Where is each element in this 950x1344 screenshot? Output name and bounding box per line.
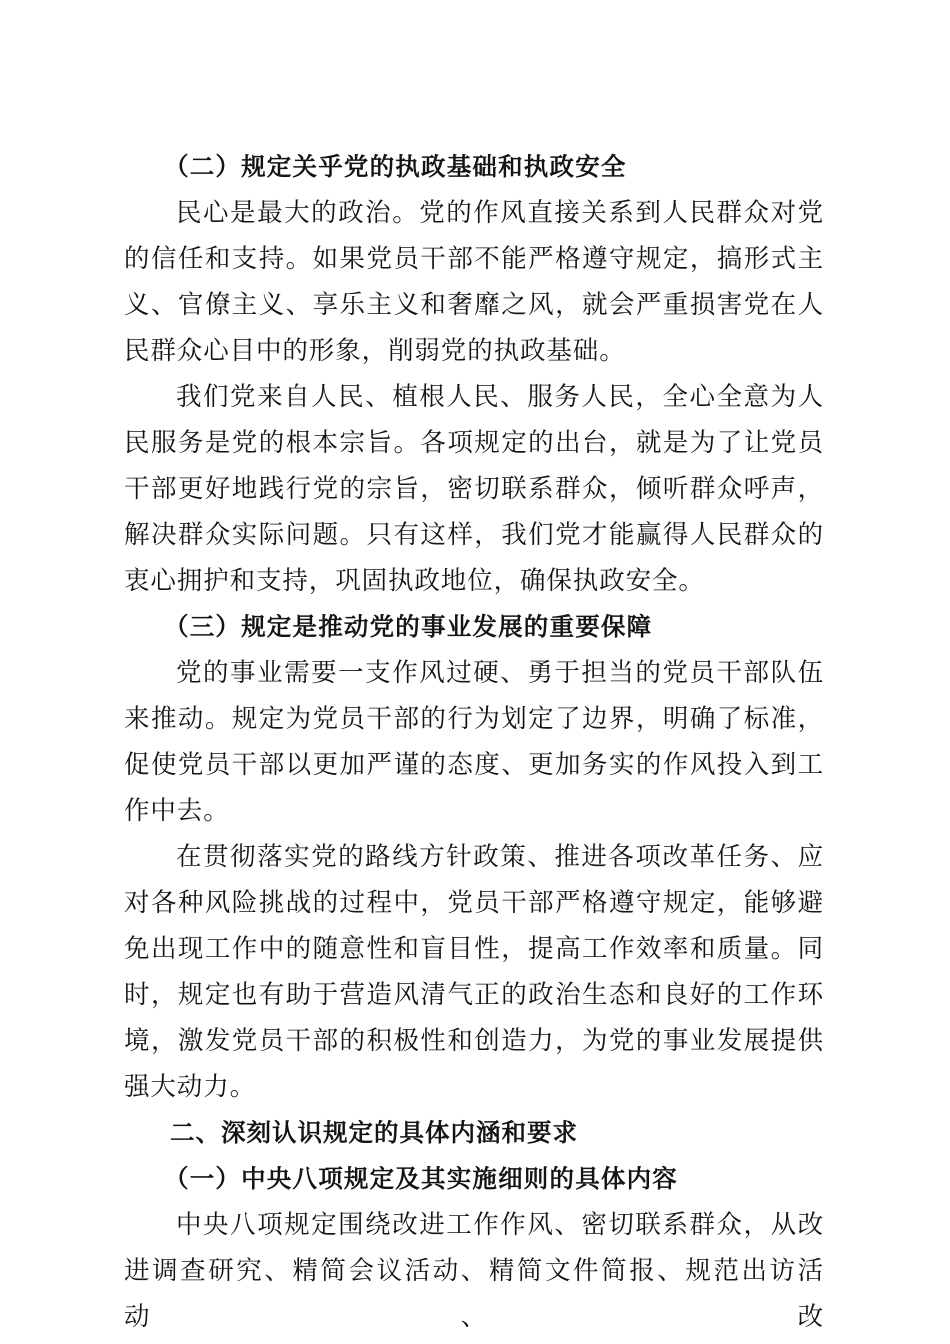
paragraph-party-cause: 党的事业需要一支作风过硬、勇于担当的党员干部队伍来推动。规定为党员干部的行为划定了边界，明确了标准，促使党员干部以更加严谨的态度、更加务实的作风投入到工作中去。 <box>124 658 824 826</box>
paragraph-eight-rules: 中央八项规定围绕改进工作作风、密切联系群众，从改进调查研究、精简会议活动、精简文件简报、规范出访活动、改 <box>124 1210 824 1332</box>
paragraph-serve-people: 我们党来自人民、植根人民、服务人民，全心全意为人民服务是党的根本宗旨。各项规定的出台，就是为了让党员干部更好地践行党的宗旨，密切联系群众，倾听群众呼声，解决群众实际问题。只有这样，我们党才能赢得人民群众的衷心拥护和支持，巩固执政地位，确保执政安全。 <box>124 382 824 596</box>
paragraph-people-support: 民心是最大的政治。党的作风直接关系到人民群众对党的信任和支持。如果党员干部不能严格遵守规定，搞形式主义、官僚主义、享乐主义和奢靡之风，就会严重损害党在人民群众心目中的形象，削弱党的执政基础。 <box>124 198 824 366</box>
section-heading-2: （二）规定关乎党的执政基础和执政安全 <box>164 152 627 181</box>
section-heading-2-1: （一）中央八项规定及其实施细则的具体内容 <box>164 1164 678 1193</box>
document-body <box>124 144 824 1340</box>
chapter-heading-2: 二、深刻认识规定的具体内涵和要求 <box>170 1118 578 1147</box>
paragraph-implementation: 在贯彻落实党的路线方针政策、推进各项改革任务、应对各种风险挑战的过程中，党员干部严格遵守规定，能够避免出现工作中的随意性和盲目性，提高工作效率和质量。同时，规定也有助于营造风清气正的政治生态和良好的工作环境，激发党员干部的积极性和创造力，为党的事业发展提供强大动力。 <box>124 842 824 1102</box>
section-heading-3: （三）规定是推动党的事业发展的重要保障 <box>164 612 653 641</box>
